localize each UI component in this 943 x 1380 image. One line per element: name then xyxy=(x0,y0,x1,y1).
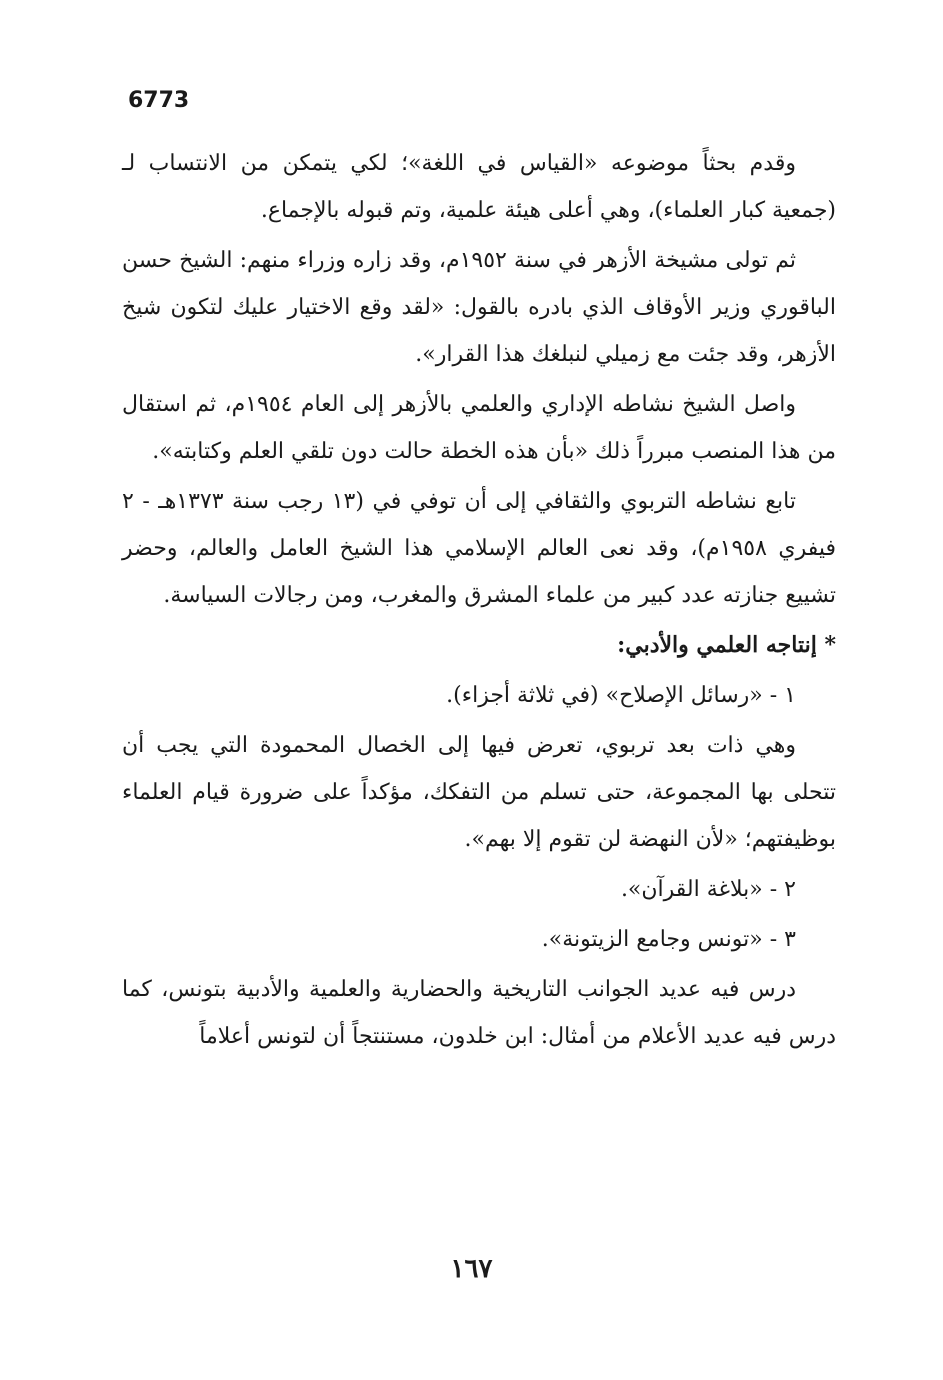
paragraph: وهي ذات بعد تربوي، تعرض فيها إلى الخصال المحمودة التي يجب أن تتحلى بها المجموعة، حتى تسلم من التفكك، مؤكداً على ضرورة قيام العلماء بوظيفتهم؛ «لأن النهضة لن تقوم إلا بهم». xyxy=(122,733,836,852)
section-heading: * إنتاجه العلمي والأدبي: xyxy=(617,632,836,658)
page-id: 6773 xyxy=(128,88,190,113)
work-item: ٣ - «تونس وجامع الزيتونة». xyxy=(541,927,796,952)
paragraph: درس فيه عديد الجوانب التاريخية والحضارية والعلمية والأدبية بتونس، كما درس فيه عديد الأعلام من أمثال: ابن خلدون، مستنتجاً أن لتونس أعلاماً xyxy=(122,977,836,1049)
work-item: ٢ - «بلاغة القرآن». xyxy=(620,877,796,902)
paragraph: واصل الشيخ نشاطه الإداري والعلمي بالأزهر إلى العام ١٩٥٤م، ثم استقال من هذا المنصب مبرراً ذلك «بأن هذه الخطة حالت دون تلقي العلم وكتابته». xyxy=(122,392,836,464)
paragraph: وقدم بحثاً موضوعه «القياس في اللغة»؛ لكي يتمكن من الانتساب لـ (جمعية كبار العلماء)، وهي أعلى هيئة علمية، وتم قبوله بالإجماع. xyxy=(122,151,836,223)
body-text xyxy=(122,140,836,1063)
paragraph: تابع نشاطه التربوي والثقافي إلى أن توفي في (١٣ رجب سنة ١٣٧٣هـ - ٢ فيفري ١٩٥٨م)، وقد نعى العالم الإسلامي هذا الشيخ العامل والعالم، وحضر تشييع جنازته عدد كبير من علماء المشرق والمغرب، ومن رجالات السياسة. xyxy=(122,489,836,608)
paragraph: ثم تولى مشيخة الأزهر في سنة ١٩٥٢م، وقد زاره وزراء منهم: الشيخ حسن الباقوري وزير الأوقاف الذي بادره بالقول: «لقد وقع الاختيار عليك لتكون شيخ الأزهر، وقد جئت مع زميلي لنبلغك هذا القرار». xyxy=(122,248,836,367)
work-item: ١ - «رسائل الإصلاح» (في ثلاثة أجزاء). xyxy=(446,683,796,708)
page-number: ١٦٧ xyxy=(450,1254,493,1284)
